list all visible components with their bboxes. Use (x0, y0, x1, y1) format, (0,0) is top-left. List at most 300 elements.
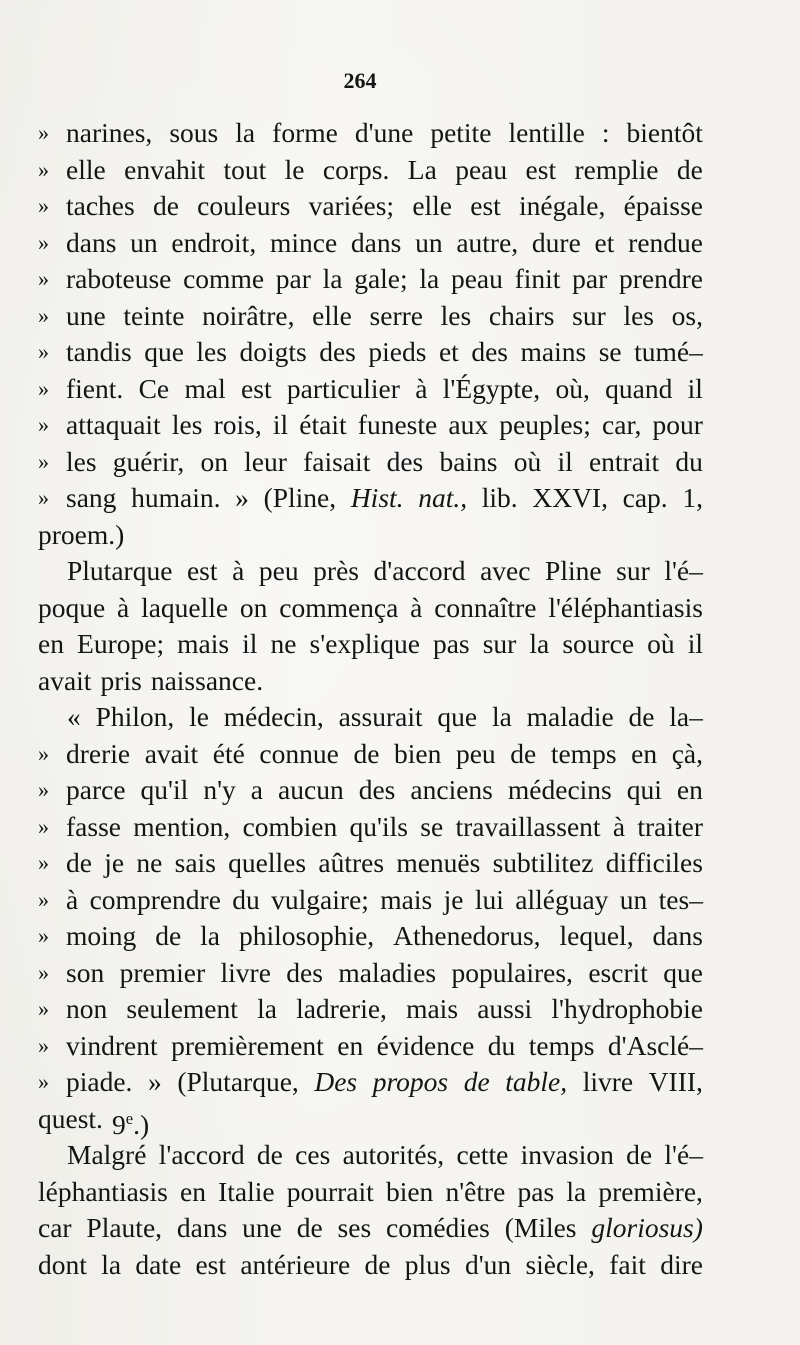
word: fasse (66, 810, 121, 842)
word: d'accord (373, 555, 466, 586)
quote-mark: » (38, 740, 49, 766)
word: l'hydrophobie (551, 993, 703, 1024)
word: pas (517, 1175, 555, 1207)
word: faisait (303, 445, 371, 477)
word: inégale, (519, 190, 606, 221)
word: aûtres (318, 847, 385, 878)
word: Europe; (77, 628, 165, 659)
word: médecin, (223, 701, 324, 732)
word: les (66, 445, 97, 477)
word: se (420, 810, 444, 842)
word: connue (259, 737, 339, 769)
word: aussi (477, 993, 533, 1024)
word: dure (531, 226, 581, 258)
word: sous (169, 117, 219, 148)
word: ne (270, 628, 297, 659)
word: XXVI, (532, 482, 608, 513)
word: de (152, 190, 179, 221)
word: un (130, 226, 158, 258)
line-text (38, 1101, 703, 1140)
word: attaquait (66, 409, 161, 440)
word: nat., (418, 482, 468, 513)
word: leur (244, 445, 287, 477)
word: rendue (628, 226, 703, 258)
word: est (241, 372, 272, 404)
word: dans (652, 920, 703, 951)
word: est (470, 190, 501, 221)
word: lib. (481, 482, 518, 513)
word: populaires, (451, 956, 573, 988)
word: comme (183, 263, 265, 294)
word: pourrait (286, 1175, 374, 1207)
line-text (67, 699, 703, 735)
word: elle (66, 153, 106, 185)
word: poque (38, 591, 106, 623)
word: antérieure (240, 1248, 351, 1280)
word: en (631, 737, 658, 769)
word: Pline (545, 555, 602, 586)
word: se (598, 336, 622, 367)
word: qu'ils (349, 810, 408, 842)
text-line (38, 225, 703, 261)
word: pris (100, 664, 142, 696)
line-text (38, 626, 703, 662)
word: çà, (671, 737, 703, 769)
word: il (272, 409, 289, 440)
word: laquelle (141, 591, 229, 623)
word: dans (66, 226, 117, 258)
word: taches (66, 190, 135, 221)
word: première, (598, 1175, 703, 1207)
word: à (66, 883, 79, 915)
line-text (66, 991, 703, 1027)
line-text (66, 772, 703, 808)
quote-mark: » (38, 1032, 49, 1058)
word: en (337, 1029, 364, 1061)
word: seulement (126, 993, 238, 1024)
word: la (200, 920, 221, 951)
word: d'un (464, 1248, 512, 1280)
quote-mark: » (38, 229, 49, 255)
word: un (619, 883, 648, 915)
word: autorités, (342, 1139, 445, 1170)
word: en (676, 774, 703, 805)
word: pas (432, 628, 470, 659)
word: je (104, 847, 125, 878)
word: à (410, 591, 423, 623)
word: tumé– (634, 336, 703, 367)
word: par (275, 263, 311, 294)
word: est (186, 555, 218, 586)
text-line (38, 188, 703, 224)
word: l'accord (158, 1139, 245, 1170)
word: évidence (376, 1029, 475, 1061)
word: je (443, 883, 464, 915)
word: difficiles (605, 847, 703, 878)
word: gloriosus) (591, 1212, 703, 1243)
word: les (623, 299, 655, 331)
text-line (38, 699, 703, 735)
word: sur (616, 555, 650, 586)
word: un (415, 226, 443, 258)
word: plus (404, 1248, 451, 1280)
word: siècle, (525, 1248, 595, 1280)
word: ne (136, 847, 163, 878)
word: invasion (520, 1139, 614, 1170)
word: assurait (338, 701, 423, 732)
word: bains (439, 445, 498, 477)
text-line (38, 1174, 703, 1210)
text-line (38, 991, 703, 1027)
word: date (135, 1248, 182, 1280)
text-line (38, 553, 703, 589)
word: piade. (66, 1066, 133, 1097)
word: d'une (354, 117, 414, 148)
word: peau (450, 263, 503, 294)
word: n'être (445, 1175, 506, 1207)
word: non (66, 993, 108, 1024)
word: les (440, 299, 472, 331)
word: comprendre (89, 883, 221, 915)
word: qu'il (140, 774, 189, 805)
word: ses (337, 1212, 372, 1243)
word: de (626, 1139, 653, 1170)
word: sur (482, 628, 517, 659)
text-line (38, 1028, 703, 1064)
word: une (242, 1212, 282, 1243)
word: proem.) (38, 518, 125, 550)
paragraph-indent (38, 553, 67, 589)
word: (Miles (504, 1212, 577, 1243)
word: la (322, 263, 343, 294)
word: du (675, 445, 703, 477)
line-text (38, 590, 703, 626)
quote-mark: » (38, 302, 49, 328)
quote-mark: » (38, 485, 49, 510)
word: fait (609, 1248, 646, 1280)
word: l'é– (664, 1139, 703, 1170)
line-text (38, 517, 703, 553)
word: d'Asclé– (607, 1029, 703, 1061)
word: pieds (368, 336, 427, 367)
word: drerie (66, 737, 131, 769)
word: petite (430, 117, 492, 148)
word: subtilitez (492, 847, 594, 878)
word: médecins (507, 774, 612, 805)
word: il (242, 628, 258, 659)
line-text (66, 736, 703, 772)
word: Athenedorus, (393, 920, 541, 951)
word: source (562, 628, 635, 659)
word: Philon, (95, 701, 175, 732)
word: entrait (588, 445, 660, 477)
quote-mark: » (38, 120, 49, 145)
quote-mark: » (38, 813, 49, 839)
word: quest. (38, 1102, 103, 1134)
word: que (144, 336, 184, 367)
word: que (437, 701, 478, 732)
word: où, (555, 372, 590, 404)
word: et (438, 336, 459, 367)
word: la (491, 701, 512, 732)
word: on (239, 591, 268, 623)
word: peu (258, 555, 299, 586)
line-text (38, 663, 703, 699)
word: il (687, 372, 703, 404)
word: de (676, 153, 703, 185)
line-text (66, 115, 703, 151)
word: vindrent (66, 1029, 158, 1061)
text-line (38, 1247, 703, 1283)
word: dont (38, 1248, 87, 1280)
word: forme (272, 117, 338, 148)
line-text (66, 407, 703, 443)
word: corps. (322, 153, 390, 185)
word: de (353, 737, 380, 769)
word: peu (455, 737, 496, 769)
word: funeste (357, 409, 438, 440)
word: le (284, 153, 305, 185)
line-text (66, 1028, 703, 1064)
word: maladies (338, 956, 437, 988)
word: (Pline, (263, 482, 337, 513)
line-text (67, 553, 703, 589)
word: moing (66, 920, 137, 951)
word: envahit (124, 153, 206, 185)
word: de (296, 1212, 323, 1243)
word: La (407, 153, 437, 185)
word: il (557, 445, 573, 477)
text-line (38, 1064, 703, 1100)
word: variées; (308, 190, 395, 221)
word: l'é– (664, 555, 703, 586)
line-text (66, 882, 703, 918)
word: ces (295, 1139, 331, 1170)
word: guérir, (112, 445, 185, 477)
word: Hist. (350, 482, 404, 513)
quote-mark: » (38, 156, 49, 182)
word: des (471, 336, 508, 367)
word: noirâtre, (202, 299, 295, 331)
quote-mark: » (38, 193, 49, 218)
word: mal (184, 372, 226, 404)
word: combien (242, 810, 338, 842)
word: (Plutarque, (177, 1066, 299, 1097)
line-text (66, 298, 703, 334)
word: lequel, (559, 920, 634, 951)
text-line (38, 1101, 703, 1140)
word: mention, (133, 810, 231, 842)
line-text (66, 152, 703, 188)
word: mains (520, 336, 587, 367)
word: à (117, 591, 130, 623)
line-text (66, 845, 703, 881)
text-line (38, 772, 703, 808)
word: tandis (66, 336, 132, 367)
word: 9e.) (112, 1108, 150, 1140)
line-text (66, 188, 703, 224)
line-text (38, 1210, 703, 1246)
word: commença (279, 591, 399, 623)
word: la (257, 993, 277, 1024)
word: dans (176, 1212, 228, 1243)
word: couleurs (197, 190, 291, 221)
word: lentille (508, 117, 585, 148)
word: mince (269, 226, 338, 258)
word: où (647, 628, 675, 659)
word: dire (660, 1248, 703, 1280)
word: remplie (574, 153, 659, 185)
page-number: 264 (343, 68, 377, 93)
word: 1, (682, 482, 703, 513)
text-line (38, 845, 703, 881)
word: léphantiasis (38, 1175, 168, 1207)
quote-mark: » (38, 266, 49, 291)
word: quelles (228, 847, 307, 878)
word: avait (144, 737, 199, 769)
quote-mark: » (38, 996, 49, 1021)
word: doigts (239, 336, 307, 367)
line-text (67, 1137, 703, 1173)
word: alléguay (515, 883, 609, 915)
text-line (38, 444, 703, 480)
word: n'y (203, 774, 236, 805)
text-line (38, 1137, 703, 1173)
word: que (663, 956, 703, 988)
word: sur (572, 299, 606, 331)
quote-mark: » (38, 1069, 49, 1094)
word: mais (177, 628, 230, 659)
word: narines, (66, 117, 153, 148)
text-line (38, 261, 703, 297)
word: la (235, 117, 256, 148)
word: près (313, 555, 359, 586)
word: connaître (434, 591, 537, 623)
word: car, (602, 409, 642, 440)
word: prendre (618, 263, 703, 294)
word: cap. (622, 482, 668, 513)
text-line (38, 918, 703, 954)
word: VIII, (648, 1066, 703, 1097)
paragraph-indent (38, 699, 67, 735)
line-text (66, 809, 703, 845)
word: teinte (123, 299, 185, 331)
line-text (66, 918, 703, 954)
text-line (38, 1210, 703, 1246)
quote-mark: » (38, 850, 49, 875)
text-line (38, 407, 703, 443)
line-text (66, 261, 703, 297)
text-line (38, 298, 703, 334)
line-text (66, 1064, 703, 1100)
word: en (38, 628, 64, 659)
word: mais (406, 993, 459, 1024)
word: sang (66, 482, 117, 513)
word: a (250, 774, 264, 805)
word: de (155, 920, 182, 951)
word: table, (505, 1066, 568, 1097)
word: on (200, 445, 228, 477)
word: des (386, 445, 424, 477)
text-line (38, 663, 703, 699)
word: dans (350, 226, 402, 258)
word: : (601, 117, 610, 148)
word: temps (528, 1029, 595, 1061)
line-text (38, 1247, 703, 1283)
word: et (594, 226, 615, 258)
quote-mark: » (38, 886, 49, 912)
word: comédies (386, 1212, 490, 1243)
word: épaisse (623, 190, 703, 221)
word: Plutarque (67, 555, 173, 586)
word: peuples; (499, 409, 591, 440)
word: quand (605, 372, 673, 404)
word: la– (669, 701, 703, 732)
text-line (38, 955, 703, 991)
word: » (148, 1066, 162, 1097)
word: car (38, 1212, 72, 1243)
line-text (66, 225, 703, 261)
word: elle (412, 190, 453, 221)
quote-mark: » (38, 448, 49, 474)
text-line (38, 882, 703, 918)
word: chairs (488, 299, 555, 331)
text-line (38, 334, 703, 370)
word: vulgaire; (271, 883, 369, 915)
word: Italie (218, 1175, 275, 1207)
text-line (38, 371, 703, 407)
word: les (196, 336, 227, 367)
quote-mark: » (38, 339, 49, 364)
line-text (66, 444, 703, 480)
word: propos (372, 1066, 449, 1097)
word: parce (66, 774, 126, 805)
word: de (510, 737, 537, 769)
text-line (38, 626, 703, 662)
word: s'explique (309, 628, 420, 659)
word: aux (448, 409, 489, 440)
word: tes– (658, 883, 703, 915)
text-line (38, 115, 703, 151)
word: des (358, 774, 396, 805)
word: endroit, (171, 226, 257, 258)
word: son (66, 956, 105, 988)
word: l'Égypte, (442, 372, 541, 404)
word: premier (119, 956, 206, 988)
text-line (38, 517, 703, 553)
word: rois, (213, 409, 262, 440)
word: temps (550, 737, 617, 769)
word: avec (480, 555, 531, 586)
word: de (628, 701, 655, 732)
text-line (38, 809, 703, 845)
word: » (235, 482, 249, 513)
word: des (286, 956, 323, 988)
word: livre (582, 1066, 634, 1097)
word: été (212, 737, 245, 769)
word: de (66, 847, 92, 878)
word: avait (38, 664, 92, 696)
word: des (319, 336, 356, 367)
line-text (66, 334, 703, 370)
word: raboteuse (66, 263, 172, 294)
word: est (525, 153, 557, 185)
word: travaillassent (455, 810, 601, 842)
word: livre (220, 956, 271, 988)
word: qui (626, 774, 662, 805)
word: le (189, 701, 209, 732)
word: du (232, 883, 260, 915)
